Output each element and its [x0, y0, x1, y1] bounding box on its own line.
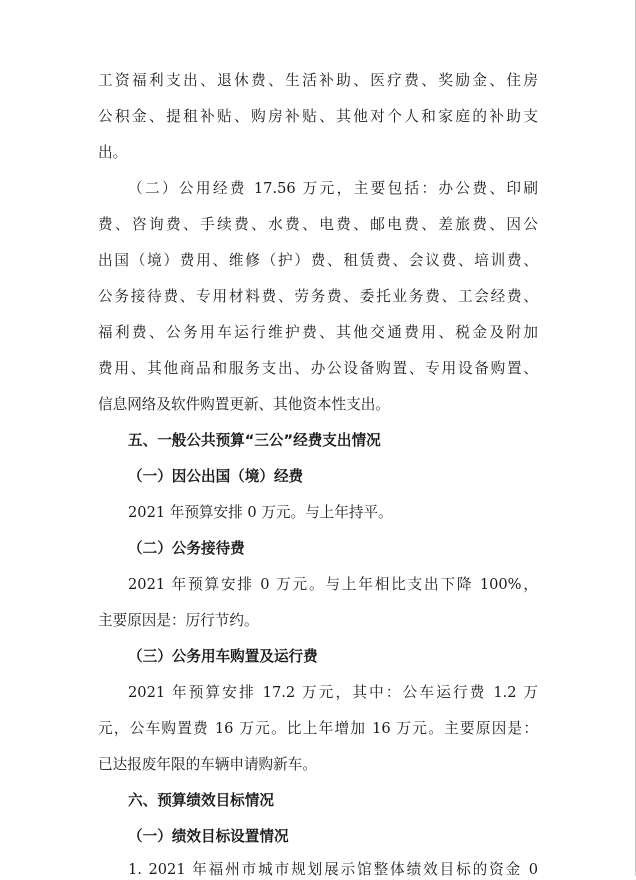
- body-text-line: 出国（境）费用、维修（护）费、租赁费、会议费、培训费、: [98, 252, 538, 269]
- body-text-line: 公务接待费、专用材料费、劳务费、委托业务费、工会经费、: [98, 288, 538, 305]
- subheading-overseas-travel: （一）因公出国（境）经费: [128, 468, 304, 485]
- body-text-line: 2021 年预算安排 17.2 万元，其中：公车运行费 1.2 万: [128, 684, 538, 701]
- body-text-line: 费用、其他商品和服务支出、办公设备购置、专用设备购置、: [98, 360, 538, 377]
- body-text-line: 公积金、提租补贴、购房补贴、其他对个人和家庭的补助支: [98, 108, 538, 125]
- body-text-line: 已达报废年限的车辆申请购新车。: [98, 756, 317, 773]
- section-heading-six: 六、预算绩效目标情况: [128, 792, 274, 809]
- body-text-line: 工资福利支出、退休费、生活补助、医疗费、奖励金、住房: [98, 72, 538, 89]
- body-text-line: 1. 2021 年福州市城市规划展示馆整体绩效目标的资金 0: [128, 861, 538, 878]
- body-text-line: 出。: [98, 144, 128, 161]
- subheading-performance-targets: （一）绩效目标设置情况: [128, 828, 289, 845]
- body-text-line: 主要原因是：厉行节约。: [98, 612, 259, 629]
- subheading-official-reception: （二）公务接待费: [128, 540, 245, 557]
- body-text-line: 元，公车购置费 16 万元。比上年增加 16 万元。主要原因是：: [98, 720, 538, 737]
- paragraph-public-funds: （二）公用经费 17.56 万元，主要包括：办公费、印刷: [128, 180, 538, 197]
- body-text-line: 信息网络及软件购置更新、其他资本性支出。: [98, 396, 390, 413]
- subheading-official-vehicles: （三）公务用车购置及运行费: [128, 648, 318, 665]
- body-text-line: 2021 年预算安排 0 万元。与上年相比支出下降 100%，: [128, 576, 538, 593]
- body-text-line: 福利费、公务用车运行维护费、其他交通费用、税金及附加: [98, 324, 538, 341]
- body-text-line: 费、咨询费、手续费、水费、电费、邮电费、差旅费、因公: [98, 216, 538, 233]
- section-heading-five: 五、一般公共预算“三公”经费支出情况: [128, 432, 381, 449]
- body-text-line: 2021 年预算安排 0 万元。与上年持平。: [128, 504, 393, 521]
